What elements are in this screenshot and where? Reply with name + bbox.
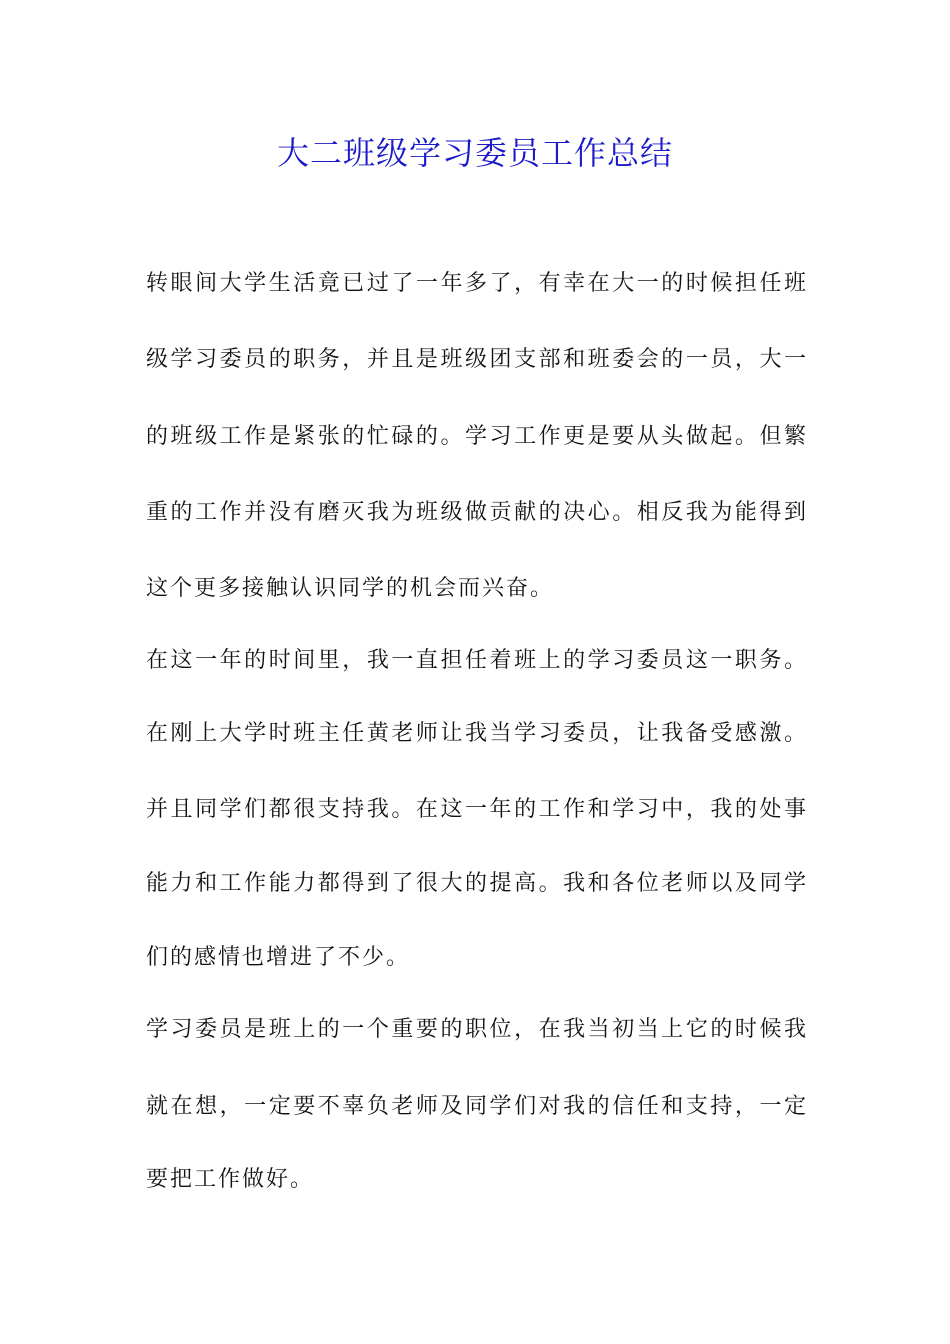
- paragraph-3-line-2: 就在想，一定要不辜负老师及同学们对我的信任和支持，一定: [146, 1094, 806, 1119]
- paragraph-3-line-1: 学习委员是班上的一个重要的职位，在我当初当上它的时候我: [146, 1017, 806, 1042]
- paragraph-2-line-4: 能力和工作能力都得到了很大的提高。我和各位老师以及同学: [146, 871, 806, 896]
- paragraph-1-line-4: 重的工作并没有磨灭我为班级做贡献的决心。相反我为能得到: [146, 500, 806, 525]
- paragraph-1-line-3: 的班级工作是紧张的忙碌的。学习工作更是要从头做起。但繁: [146, 424, 806, 449]
- paragraph-1-line-2: 级学习委员的职务，并且是班级团支部和班委会的一员，大一: [146, 347, 806, 372]
- paragraph-2-line-3: 并且同学们都很支持我。在这一年的工作和学习中，我的处事: [146, 797, 806, 822]
- paragraph-2-line-2: 在刚上大学时班主任黄老师让我当学习委员，让我备受感激。: [146, 721, 806, 746]
- paragraph-2-line-1: 在这一年的时间里，我一直担任着班上的学习委员这一职务。: [146, 648, 806, 673]
- document-title: 大二班级学习委员工作总结: [276, 134, 673, 172]
- paragraph-1-line-5: 这个更多接触认识同学的机会而兴奋。: [146, 576, 555, 601]
- paragraph-2-line-5: 们的感情也增进了不少。: [146, 945, 411, 970]
- paragraph-1-line-1: 转眼间大学生活竟已过了一年多了，有幸在大一的时候担任班: [146, 271, 806, 296]
- paragraph-3-line-3: 要把工作做好。: [146, 1167, 315, 1192]
